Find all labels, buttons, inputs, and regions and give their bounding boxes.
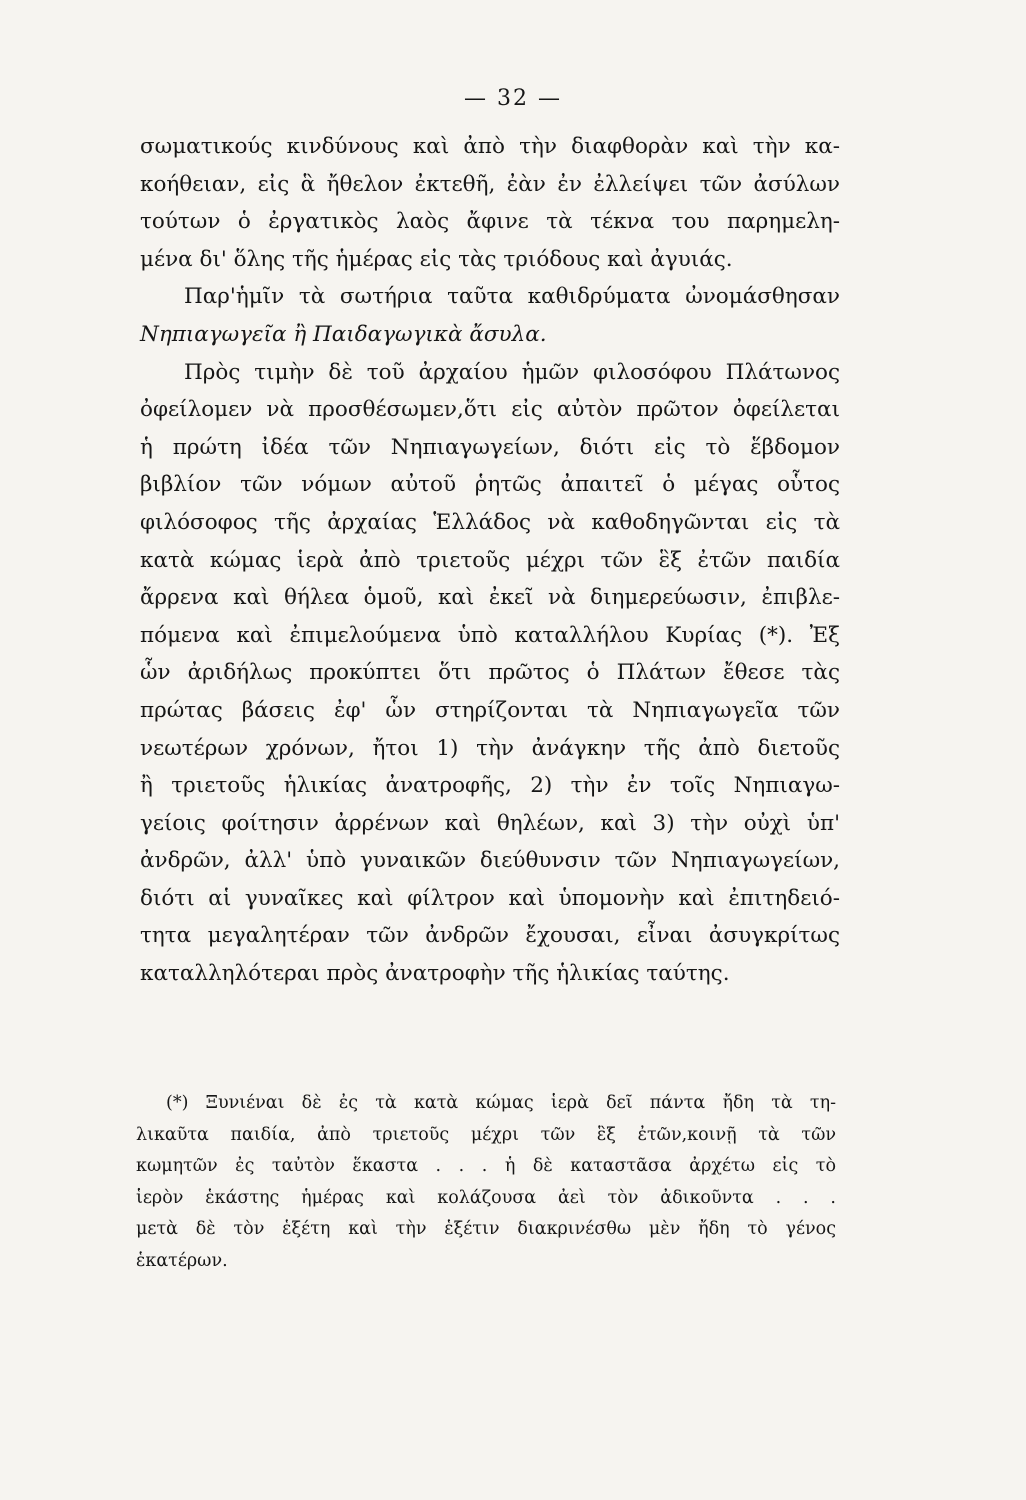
- body-line: πόμενα καὶ ἐπιμελούμενα ὑπὸ καταλλήλου Κυρίας (*). Ἐξ: [140, 622, 840, 648]
- body-line: ὀφείλομεν νὰ προσθέσωμεν,ὅτι εἰς αὐτὸν πρῶτον ὀφείλεται: [140, 397, 840, 423]
- body-line: Παρ'ἡμῖν τὰ σωτήρια ταῦτα καθιδρύματα ὠνομάσθησαν: [184, 284, 840, 310]
- body-line: ἢ τριετοῦς ἡλικίας ἀνατροφῆς, 2) τὴν ἐν τοῖς Νηπιαγω-: [140, 773, 840, 799]
- body-line: καταλληλότεραι πρὸς ἀνατροφὴν τῆς ἡλικίας ταύτης.: [140, 961, 730, 987]
- footnote-line: λικαῦτα παιδία, ἀπὸ τριετοῦς μέχρι τῶν ἓξ ἐτῶν,κοινῇ τὰ τῶν: [136, 1124, 836, 1145]
- footnote-line: μετὰ δὲ τὸν ἑξέτη καὶ τὴν ἑξέτιν διακρινέσθω μὲν ἤδη τὸ γένος: [136, 1219, 836, 1239]
- footnote-line: (*) Ξυνιέναι δὲ ἐς τὰ κατὰ κώμας ἱερὰ δεῖ πάντα ἤδη τὰ τη-: [166, 1093, 836, 1113]
- body-line: βιβλίον τῶν νόμων αὐτοῦ ῥητῶς ἀπαιτεῖ ὁ μέγας οὗτος: [140, 472, 840, 498]
- body-text: [140, 128, 840, 993]
- body-line: Νηπιαγωγεῖα ἢ Παιδαγωγικὰ ἄσυλα.: [140, 321, 547, 347]
- body-line: φιλόσοφος τῆς ἀρχαίας Ἑλλάδος νὰ καθοδηγῶνται εἰς τὰ: [140, 509, 840, 535]
- body-line: τητα μεγαλητέραν τῶν ἀνδρῶν ἔχουσαι, εἶναι ἀσυγκρίτως: [140, 923, 840, 949]
- body-line: νεωτέρων χρόνων, ἤτοι 1) τὴν ἀνάγκην τῆς ἀπὸ διετοῦς: [140, 735, 840, 761]
- body-line: τούτων ὁ ἐργατικὸς λαὸς ἄφινε τὰ τέκνα του παρημελη-: [140, 209, 840, 235]
- body-line: μένα δι' ὅλης τῆς ἡμέρας εἰς τὰς τριόδους καὶ ἀγυιάς.: [140, 246, 733, 272]
- page-number: — 32 —: [464, 86, 562, 111]
- body-line: ἡ πρώτη ἰδέα τῶν Νηπιαγωγείων, διότι εἰς τὸ ἕβδομον: [140, 434, 840, 460]
- body-line: γείοις φοίτησιν ἀρρένων καὶ θηλέων, καὶ 3) τὴν οὐχὶ ὑπ': [140, 810, 840, 836]
- body-line: ἀνδρῶν, ἀλλ' ὑπὸ γυναικῶν διεύθυνσιν τῶν Νηπιαγωγείων,: [140, 848, 840, 874]
- body-line: κατὰ κώμας ἱερὰ ἀπὸ τριετοῦς μέχρι τῶν ἓξ ἐτῶν παιδία: [140, 547, 840, 573]
- body-line: πρώτας βάσεις ἐφ' ὧν στηρίζονται τὰ Νηπιαγωγεῖα τῶν: [140, 697, 840, 723]
- footnote: [136, 1088, 836, 1277]
- body-line: Πρὸς τιμὴν δὲ τοῦ ἀρχαίου ἡμῶν φιλοσόφου Πλάτωνος: [184, 359, 840, 385]
- footnote-line: κωμητῶν ἐς ταὐτὸν ἕκαστα . . . ἡ δὲ καταστᾶσα ἀρχέτω εἰς τὸ: [136, 1156, 836, 1176]
- body-line: κοήθειαν, εἰς ἃ ἤθελον ἐκτεθῆ, ἐὰν ἐν ἐλλείψει τῶν ἀσύλων: [140, 171, 840, 197]
- footnote-line: ἑκατέρων.: [136, 1250, 228, 1271]
- body-line: σωματικούς κινδύνους καὶ ἀπὸ τὴν διαφθορὰν καὶ τὴν κα-: [140, 134, 840, 159]
- body-line: ἄρρενα καὶ θήλεα ὁμοῦ, καὶ ἐκεῖ νὰ διημερεύωσιν, ἐπιβλε-: [140, 585, 840, 611]
- footnote-line: ἱερὸν ἑκάστης ἡμέρας καὶ κολάζουσα ἀεὶ τὸν ἀδικοῦντα . . .: [136, 1187, 836, 1208]
- body-line: διότι αἱ γυναῖκες καὶ φίλτρον καὶ ὑπομονὴν καὶ ἐπιτηδειό-: [140, 885, 840, 911]
- body-line: ὧν ἀριδήλως προκύπτει ὅτι πρῶτος ὁ Πλάτων ἔθεσε τὰς: [140, 660, 840, 686]
